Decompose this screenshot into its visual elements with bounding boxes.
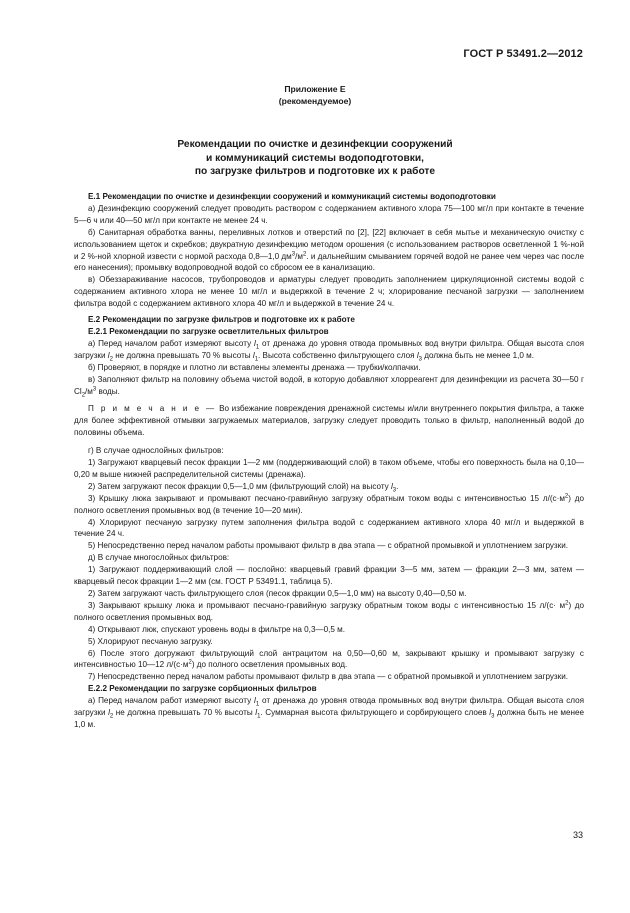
text-span: ) до полного осветления промывных вод. xyxy=(191,660,348,670)
text-span: 6) После этого догружают фильтрующий слой антрацитом на 0,50—0,60 м, закрывают крышку и промывают загрузку с интенсивностью 10—12 л/(с·м xyxy=(74,648,584,670)
paragraph-d-4: 4) Открывают люк, спускают уровень воды в фильтре на 0,3—0,5 м. xyxy=(88,624,345,634)
text-span: не должна превышать 70 % высоты xyxy=(113,708,256,718)
text-span: в) Заполняют фильтр на половину объема чистой водой, в которую добавляют хлорреагент для дезинфекции из расчета 30—50 г Cl xyxy=(74,374,584,396)
paragraph-d-3 xyxy=(74,600,584,624)
page-number: 33 xyxy=(572,830,583,840)
paragraph-g-4: 4) Хлорируют песчаную загрузку путем заполнения фильтра водой с содержанием активного хлора 40 мг/л и выдержкой в течение 24 ч. xyxy=(74,517,584,539)
subscript: 3 xyxy=(392,487,397,494)
text-span: не должна превышать 70 % высоты xyxy=(112,350,253,360)
text-span: ) до полного осветления промывных вод. xyxy=(74,600,584,622)
subscript: 1 xyxy=(255,344,260,351)
paragraph-g-5: 5) Непосредственно перед началом работы промывают фильтр в два этапа — с обратной промывкой и уплотнением загрузки. xyxy=(88,541,569,551)
paragraph-g-2 xyxy=(74,481,584,493)
paragraph-d-intro: д) В случае многослойных фильтров: xyxy=(88,553,230,563)
annex-title xyxy=(0,138,630,179)
title-line-3: по загрузке фильтров и подготовке их к работе xyxy=(194,166,436,178)
paragraph-e1-a: а) Дезинфекцию сооружений следует проводить раствором с содержанием активного хлора 75—100 мг/л при контакте в течение 5—6 ч или 40—50 мг/л при контакте не менее 24 ч. xyxy=(74,203,584,225)
subscript: 1 xyxy=(257,713,261,720)
text-span: 3) Закрывают крышку люка и промывают песчано-гравийную загрузку обратным током воды с интенсивностью 15 л/(с· м xyxy=(88,600,566,610)
paragraph-e1-c: в) Обеззараживание насосов, трубопроводов и арматуры следует проводить заполнением циркуляционной системы водой с содержанием активного хлора не менее 10 мг/л и выдержкой в течение 2 ч; хлорирование песчаной загрузки — заполнением фильтра водой с содержанием активного хлора 40 мг/л и выдержкой в течение 24 ч. xyxy=(74,275,584,309)
text-span: . и дальнейшим смыванием горячей водой не ранее чем через час после его нанесения); промывку водопроводной водой со сбросом ее в канализацию. xyxy=(74,251,584,273)
text-span: должна быть не менее 1,0 м. xyxy=(74,708,585,729)
subscript: 3 xyxy=(491,713,495,720)
paragraph-e22-a xyxy=(74,695,584,731)
note-text: Во избежание повреждения дренажной системы и/или внутреннего покрытия фильтра, а также для более эффективной отмывки загружаемых материалов, загрузку следует проводить только в фильтр, наполненный водой до половины объема. xyxy=(74,404,585,438)
paragraph-g-3 xyxy=(74,493,584,517)
variable-l: l xyxy=(107,350,110,360)
text-span: 2) Затем загружают песок фракции 0,5—1,0 мм (фильтрующий слой) на высоту xyxy=(88,481,391,491)
superscript: 2 xyxy=(302,250,307,257)
standard-header: ГОСТ Р 53491.2—2012 xyxy=(463,48,583,60)
section-e2-heading: Е.2 Рекомендации по загрузке фильтров и подготовке их к работе xyxy=(88,315,355,325)
text-span: /м xyxy=(85,386,93,396)
text-span: /м xyxy=(295,251,303,261)
paragraph-g-1: 1) Загружают кварцевый песок фракции 1—2 мм (поддерживающий слой) в таком объеме, чтобы его поверхность была на 0,10—0,20 м выше нижней распределительной системы (дренажа). xyxy=(74,458,584,479)
annex-status: (рекомендуемое) xyxy=(278,96,352,106)
variable-l: l xyxy=(489,708,492,718)
variable-l: l xyxy=(254,696,256,706)
paragraph-d-1: 1) Загружают поддерживающий слой — послойно: кварцевый гравий фракции 3—5 мм, затем — фракции 2—3 мм, затем — кварцевый песок фракции 1—2 мм (см. ГОСТ Р 53491.1, таблица 5). xyxy=(74,565,584,587)
superscript: 2 xyxy=(565,600,569,607)
superscript: 3 xyxy=(291,250,296,257)
paragraph-g-intro: г) В случае однослойных фильтров: xyxy=(88,446,224,456)
text-span: . Высота собственно фильтрующего слоя xyxy=(258,350,417,360)
title-line-1: Рекомендации по очистке и дезинфекции сооружений xyxy=(177,139,453,150)
text-span: от дренажа до уровня отвода промывных вод внутри фильтра. Общая высота слоя загрузки xyxy=(74,338,585,360)
text-span: . xyxy=(396,481,399,491)
section-e1-heading: Е.1 Рекомендации по очистке и дезинфекции сооружений и коммуникаций системы водоподготовки xyxy=(88,192,496,201)
superscript: 2 xyxy=(564,493,569,500)
text-span: . Суммарная высота фильтрующего и сорбирующего слоев xyxy=(260,708,490,718)
annex-heading xyxy=(0,83,630,107)
note-paragraph xyxy=(74,403,584,439)
paragraph-d-7: 7) Непосредственно перед началом работы промывают фильтр в два этапа — с обратной промывкой и уплотнением загрузки. xyxy=(88,672,569,682)
title-line-2: и коммуникаций системы водоподготовки, xyxy=(206,152,424,164)
paragraph-e1-b xyxy=(74,227,584,275)
subscript: 3 xyxy=(418,356,422,363)
subscript: 1 xyxy=(255,701,260,708)
paragraph-d-2: 2) Затем загружают часть фильтрующего слоя (песок фракции 0,5—1,0 мм) на высоту 0,40—0,50 м. xyxy=(88,589,467,598)
paragraph-e21-c xyxy=(74,374,584,398)
text-span: от дренажа до уровня отвода промывных вод внутри фильтра. Общая высота слоя загрузки xyxy=(74,696,585,718)
variable-l: l xyxy=(254,338,256,348)
annex-label: Приложение Е xyxy=(284,84,346,94)
text-span: б) Санитарная обработка ванны, переливных лотков и отверстий по [2], [22] включает в себя мытье и механическую очистку с использованием щеток и скребков; двукратную дезинфекцию методом орошения (с использованием растворов осветленной 1 %-ной и 2 %-ной хлорной извести с нормой расхода 0,8—1,0 дм xyxy=(74,227,584,261)
variable-l: l xyxy=(252,350,255,360)
subscript: 2 xyxy=(109,713,114,720)
text-span: ) до полного осветления промывных вод (в течение 10—20 мин). xyxy=(74,493,584,515)
note-label: П р и м е ч а н и е — xyxy=(88,404,217,414)
text-span: а) Перед началом работ измеряют высоту xyxy=(88,696,255,706)
paragraph-d-6 xyxy=(74,648,584,672)
subscript: 2 xyxy=(81,392,86,399)
section-e21-heading: Е.2.1 Рекомендации по загрузке осветлительных фильтров xyxy=(88,326,329,336)
variable-l: l xyxy=(416,350,419,360)
variable-l: l xyxy=(108,708,110,718)
paragraph-d-5: 5) Хлорируют песчаную загрузку. xyxy=(88,636,213,646)
subscript: 1 xyxy=(254,356,259,363)
text-span: воды. xyxy=(96,386,120,396)
text-span: должна быть не менее 1,0 м. xyxy=(422,350,535,360)
text-span: а) Перед началом работ измеряют высоту xyxy=(88,338,255,348)
variable-l: l xyxy=(390,481,393,491)
paragraph-e21-b: б) Проверяют, в порядке и плотно ли вставлены элементы дренажа — трубки/колпачки. xyxy=(88,362,421,372)
superscript: 3 xyxy=(92,385,97,392)
text-span: 3) Крышку люка закрывают и промывают песчано-гравийную загрузку обратным током воды с интенсивностью 15 л/(с·м xyxy=(88,493,565,503)
document-body xyxy=(74,191,584,731)
section-e22-heading: Е.2.2 Рекомендации по загрузке сорбционных фильтров xyxy=(88,684,317,694)
variable-l: l xyxy=(255,708,258,718)
superscript: 2 xyxy=(188,659,192,666)
paragraph-e21-a xyxy=(74,338,584,362)
subscript: 2 xyxy=(109,356,113,363)
